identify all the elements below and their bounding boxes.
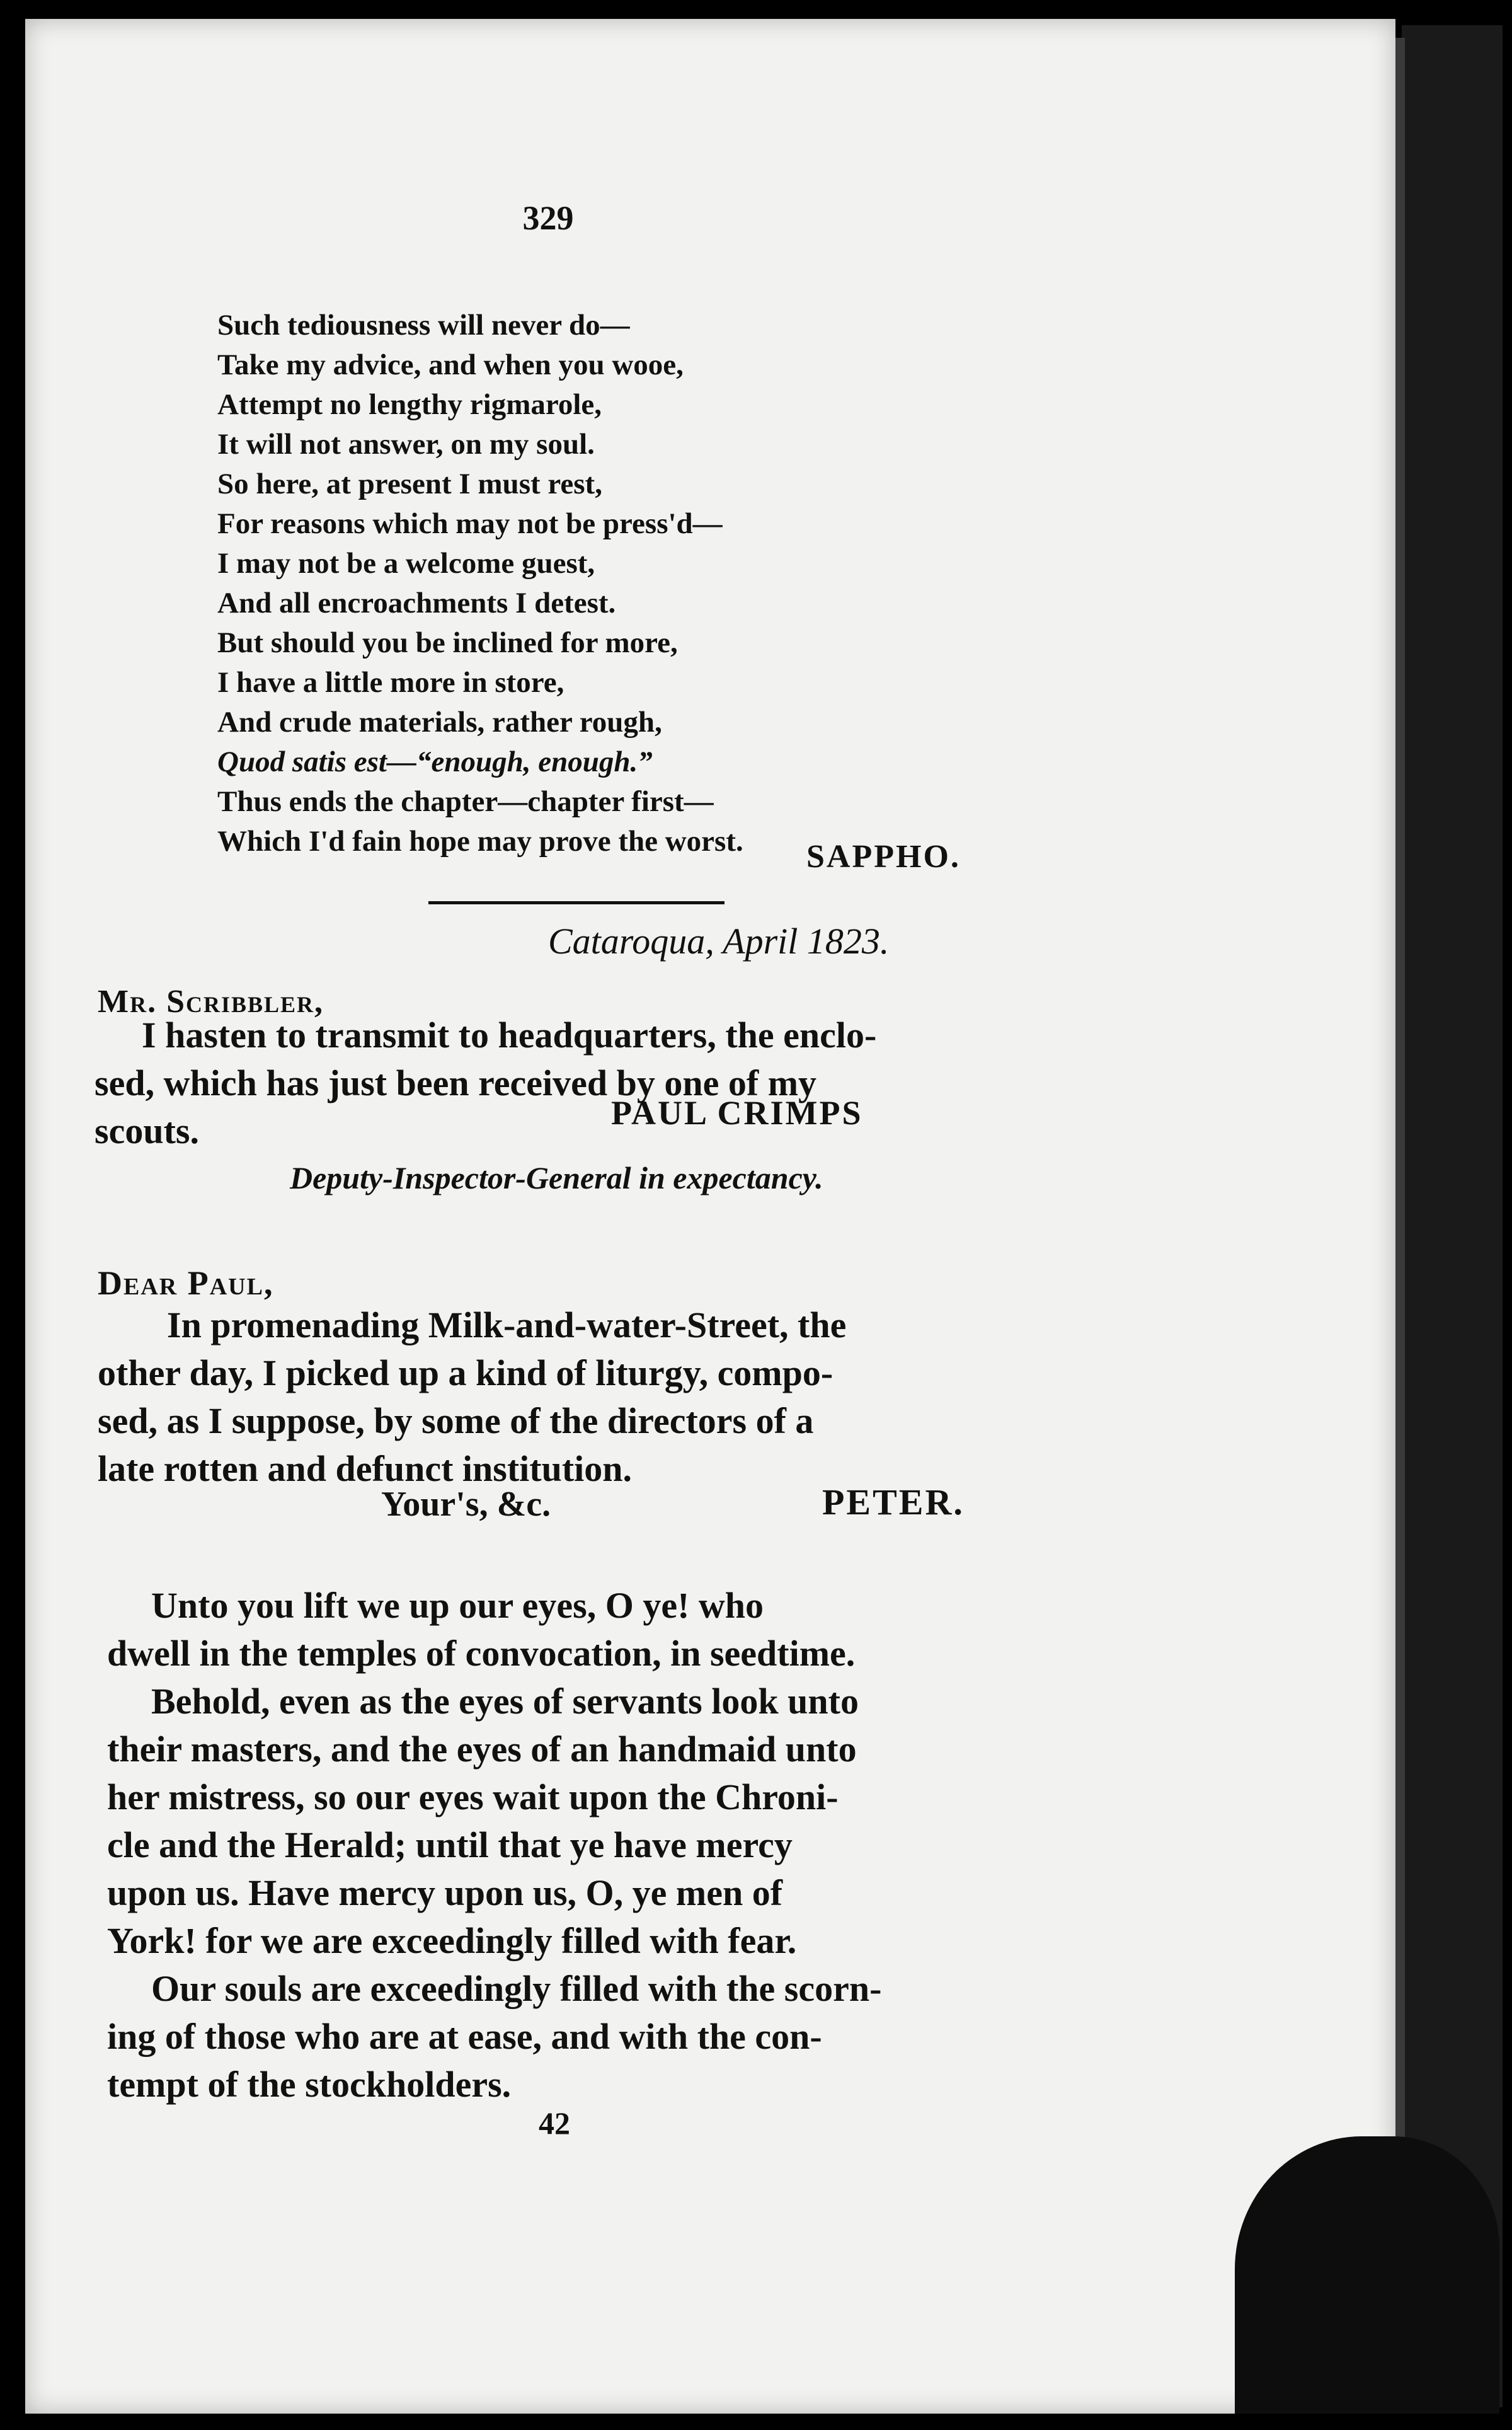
liturgy-line: upon us. Have mercy upon us, O, ye men of <box>107 1872 783 1913</box>
liturgy-line: Our souls are exceedingly filled with the scorn- <box>151 1968 882 2009</box>
liturgy-line: cle and the Herald; until that ye have mercy <box>107 1824 793 1865</box>
letter1-line: sed, which has just been received by one of my <box>94 1062 817 1103</box>
letter2-salutation: Dear Paul, <box>98 1264 274 1302</box>
letter2-body <box>98 1301 1106 1493</box>
letter1-body <box>94 1011 1102 1155</box>
liturgy-line: her mistress, so our eyes wait upon the Chroni- <box>107 1776 839 1817</box>
letter2-closing: Your's, &c. <box>381 1485 551 1524</box>
poem-line: It will not answer, on my soul. <box>217 428 595 461</box>
liturgy-line: their masters, and the eyes of an handmaid unto <box>107 1729 857 1770</box>
poem-line: Attempt no lengthy rigmarole, <box>217 388 602 421</box>
letter2-line: other day, I picked up a kind of liturgy, compo- <box>98 1352 833 1393</box>
liturgy-line: Unto you lift we up our eyes, O ye! who <box>151 1585 764 1626</box>
letter1-line: I hasten to transmit to headquarters, the enclo- <box>142 1015 877 1056</box>
section-divider <box>428 901 724 904</box>
liturgy-line: dwell in the temples of convocation, in seedtime. <box>107 1633 856 1674</box>
poem-line: I have a little more in store, <box>217 666 564 699</box>
poem-line: Thus ends the chapter—chapter first— <box>217 785 714 818</box>
poem-line: Take my advice, and when you wooe, <box>217 348 684 381</box>
letter1-signature: PAUL CRIMPS <box>611 1094 863 1132</box>
book-page <box>25 19 1395 2414</box>
thumb-shadow <box>1235 2136 1499 2414</box>
poem-line: Which I'd fain hope may prove the worst. <box>217 825 743 858</box>
liturgy-line: York! for we are exceedingly filled with fear. <box>107 1920 797 1961</box>
poem-line: Such tediousness will never do— <box>217 309 630 342</box>
liturgy-line: ing of those who are at ease, and with the con- <box>107 2016 822 2057</box>
liturgy-body <box>107 1582 1090 2109</box>
film-edge-right <box>1402 25 1503 2407</box>
poem-signature: SAPPHO. <box>806 839 961 875</box>
letter2-line: late rotten and defunct institution. <box>98 1448 633 1489</box>
letter1-line: scouts. <box>94 1110 199 1151</box>
letter1-title: Deputy-Inspector-General in expectancy. <box>290 1160 823 1195</box>
letter2-line: sed, as I suppose, by some of the directors of a <box>98 1400 814 1441</box>
poem-line: But should you be inclined for more, <box>217 626 678 659</box>
poem-line: Quod satis est—“enough, enough.” <box>217 746 653 778</box>
liturgy-line: Behold, even as the eyes of servants look unto <box>151 1681 859 1722</box>
poem-line: And crude materials, rather rough, <box>217 706 662 739</box>
letter1-salutation: Mr. Scribbler, <box>98 984 324 1020</box>
liturgy-line: tempt of the stockholders. <box>107 2064 512 2105</box>
poem-line: So here, at present I must rest, <box>217 468 602 500</box>
dateline: Cataroqua, April 1823. <box>548 921 890 962</box>
page-number: 329 <box>522 199 574 237</box>
poem-line: For reasons which may not be press'd— <box>217 507 723 540</box>
poem-line: I may not be a welcome guest, <box>217 547 595 580</box>
letter2-signature: PETER. <box>822 1482 965 1523</box>
poem <box>217 306 1036 861</box>
poem-line: And all encroachments I detest. <box>217 587 616 619</box>
signature-mark: 42 <box>539 2105 570 2141</box>
letter2-line: In promenading Milk-and-water-Street, the <box>167 1304 847 1345</box>
